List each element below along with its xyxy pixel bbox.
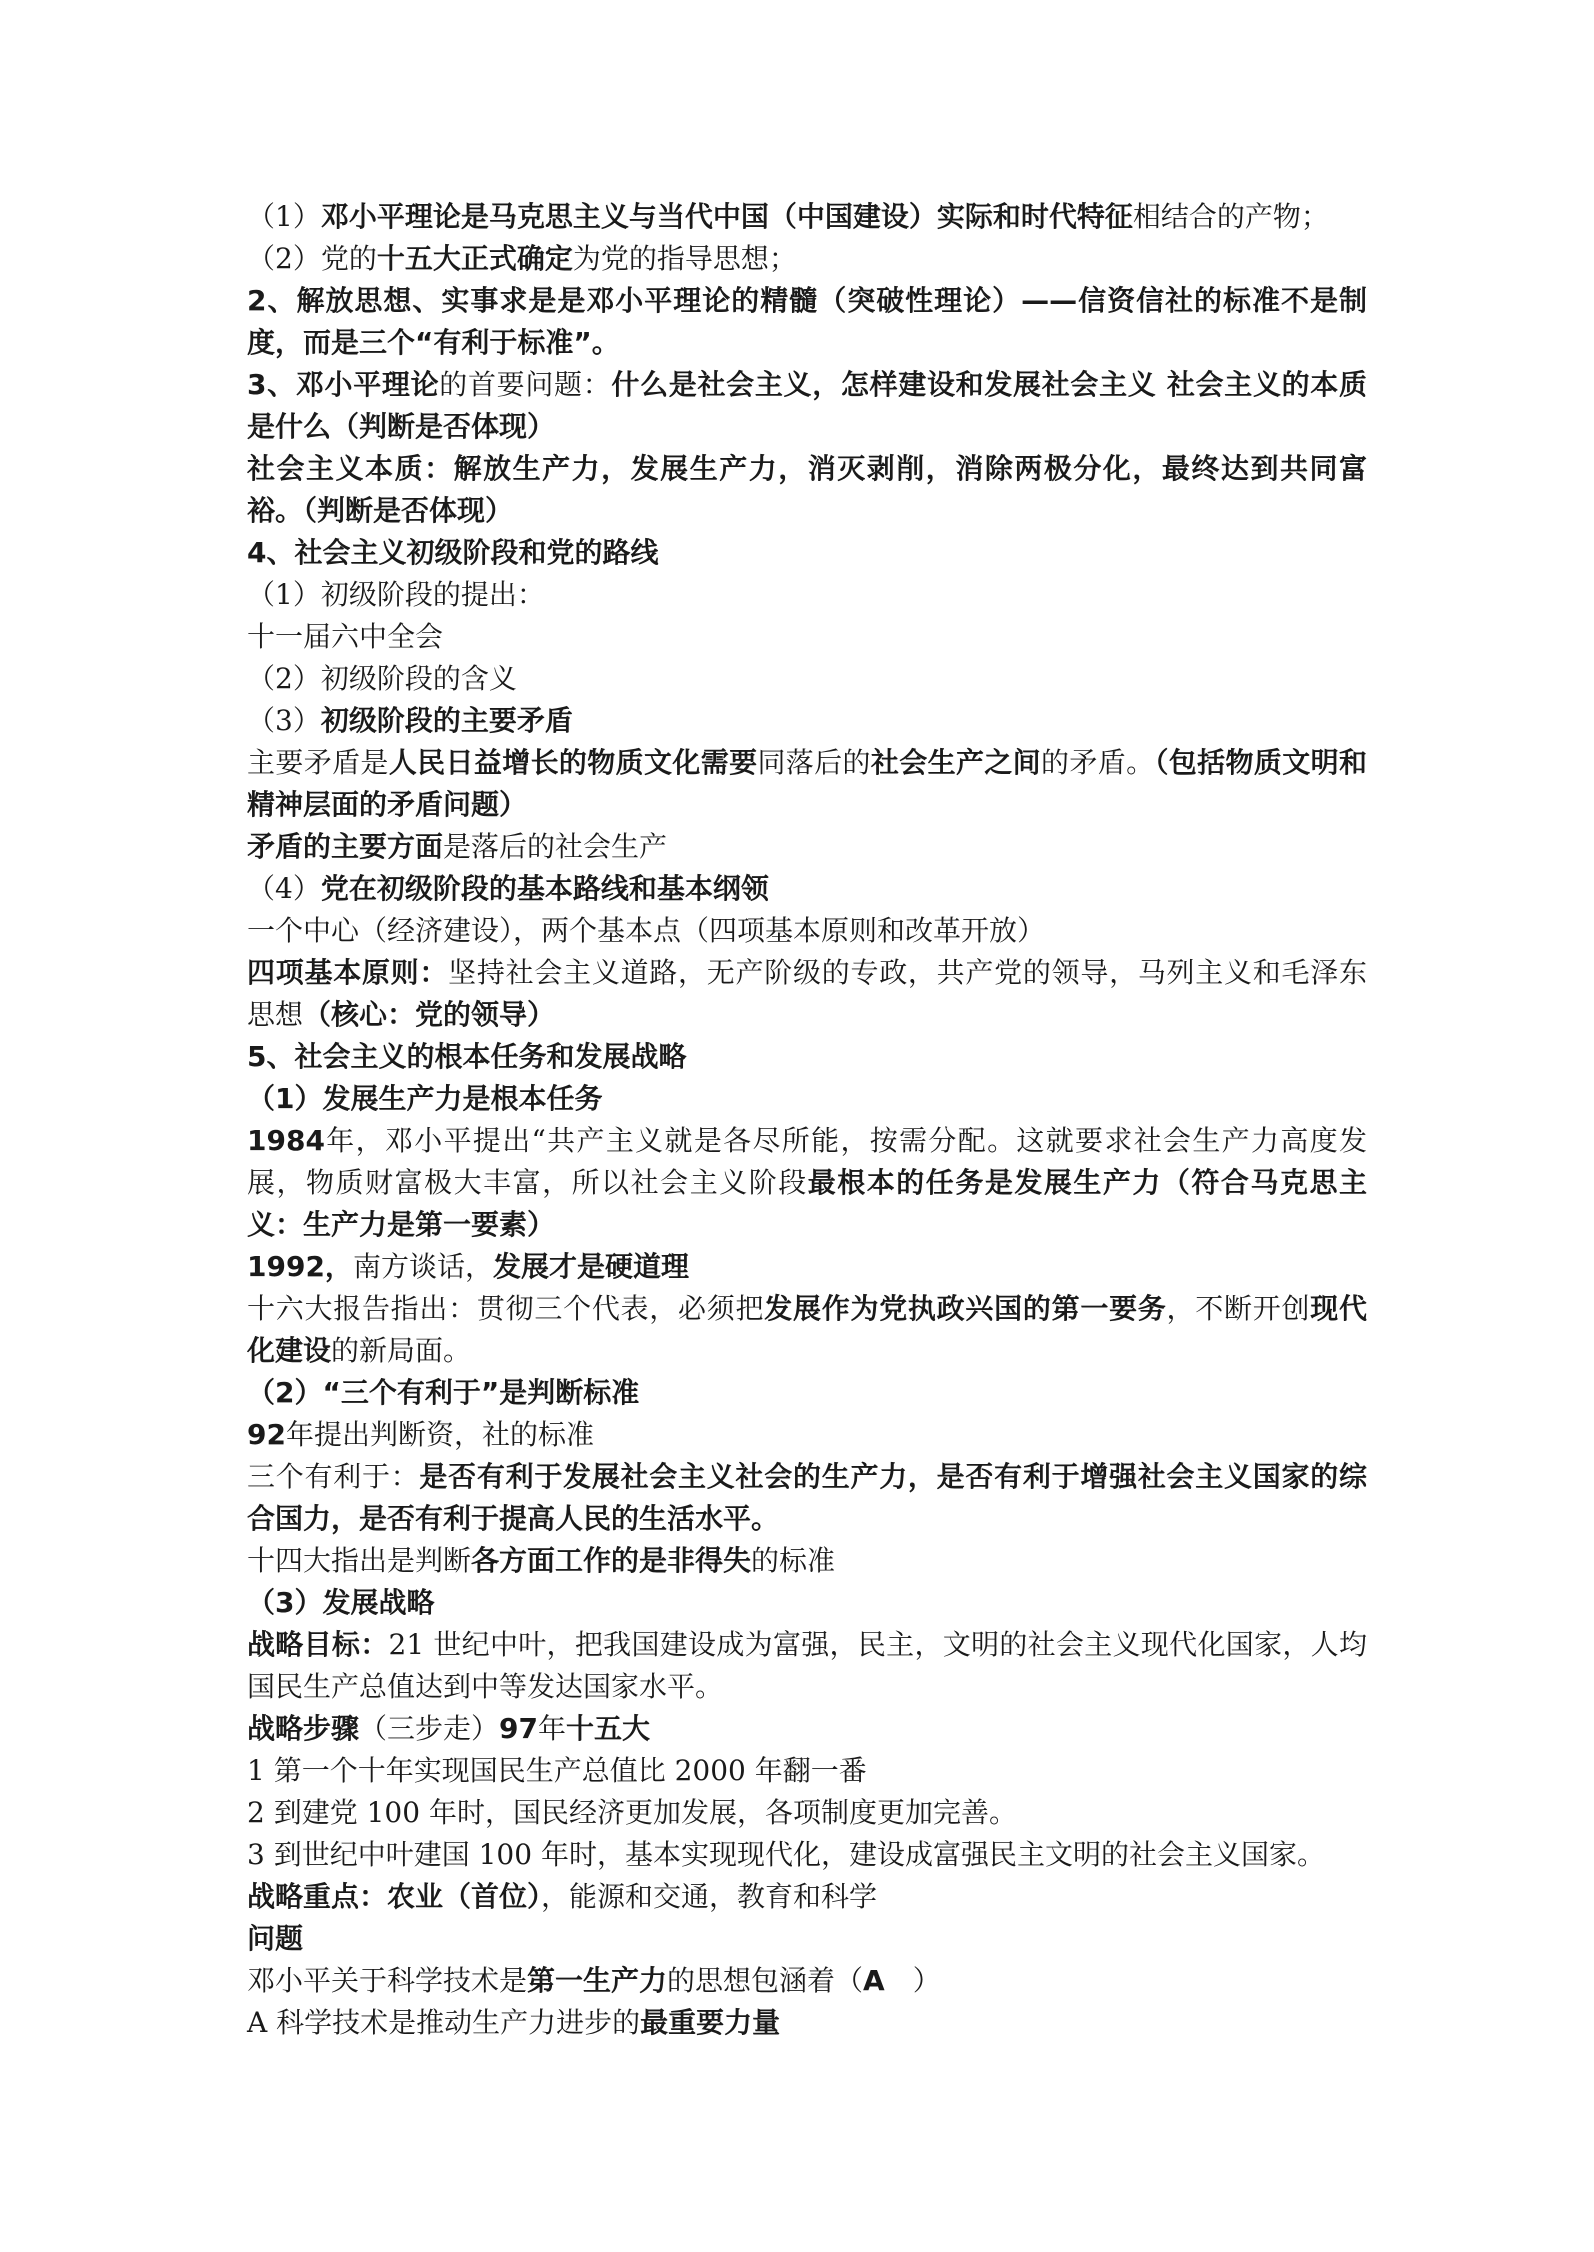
text-span: 南方谈话，: [352, 1250, 493, 1283]
text-line: [247, 1792, 1367, 1834]
text-span: 1 第一个十年实现国民生产总值比 2000 年翻一番: [247, 1754, 867, 1787]
text-line: [247, 1120, 1367, 1246]
text-span: 一个中心（经济建设），两个基本点（四项基本原则和改革开放）: [247, 914, 1046, 947]
bold-text: 4、社会主义初级阶段和党的路线: [247, 536, 659, 569]
text-line: [247, 1624, 1367, 1708]
bold-text: 战略目标：: [247, 1628, 389, 1661]
text-line: [247, 616, 1367, 658]
text-span: 三个有利于：: [247, 1460, 420, 1493]
bold-text: 现代化建设: [247, 1292, 1367, 1367]
bold-text: 97: [499, 1712, 538, 1745]
text-line: [247, 196, 1367, 238]
text-span: （2）初级阶段的含义: [247, 662, 517, 695]
text-span: 年提出判断资，社的标准: [285, 1418, 594, 1451]
text-span: 十六大报告指出：贯彻三个代表，必须把: [247, 1292, 765, 1325]
bold-text: 是马克思主义与当代中国（中国建设）实际和时代特征: [460, 200, 1133, 233]
bold-text: 2、解放思想、实事求是是邓小平理论的精髓（突破性理论）——信资信社的标准不是制度，而是三个“有利于标准”。: [247, 284, 1367, 359]
text-span: 的思想包涵着（: [667, 1964, 864, 1997]
bold-text: 初级阶段的主要矛盾: [320, 704, 573, 737]
text-span: （4）: [247, 872, 321, 905]
text-line: [247, 658, 1367, 700]
text-span: 的首要问题：: [439, 368, 612, 401]
text-line: [247, 238, 1367, 280]
bold-text: 3、邓小平理论: [247, 368, 440, 401]
text-span: 十四大指出是判断: [247, 1544, 472, 1577]
text-span: ，不断开创: [1166, 1292, 1311, 1325]
text-line: [247, 1582, 1367, 1624]
text-line: [247, 1372, 1367, 1414]
text-line: [247, 742, 1367, 826]
text-line: [247, 868, 1367, 910]
bold-text: 战略步骤: [247, 1712, 360, 1745]
text-span: 年，邓小平提出“共产主义就是各尽所能，按需分配。这就要求社会生产力高度发展，物质财富极大丰富，所以社会主义阶段: [247, 1124, 1367, 1199]
text-line: [247, 1708, 1367, 1750]
bold-text: 问题: [247, 1922, 304, 1955]
text-line: [247, 1960, 1367, 2002]
text-span: 的新局面。: [331, 1334, 472, 1367]
bold-text: 邓小平理论: [320, 200, 461, 233]
text-span: 2 到建党 100 年时，国民经济更加发展，各项制度更加完善。: [247, 1796, 1017, 1829]
bold-text: 1984: [247, 1124, 325, 1157]
bold-text: 第一生产力: [527, 1964, 668, 1997]
bold-text: 什么是社会主义，怎样建设和发展社会主义 社会主义的本质是什么（判断是否体现）: [247, 368, 1367, 443]
text-line: [247, 280, 1367, 364]
text-span: ，能源和交通，教育和科学: [541, 1880, 878, 1913]
text-span: （三步走）: [359, 1712, 500, 1745]
text-line: [247, 1036, 1367, 1078]
text-span: 3 到世纪中叶建国 100 年时，基本实现现代化，建设成富强民主文明的社会主义国家。: [247, 1838, 1325, 1871]
text-span: ）: [884, 1964, 941, 1997]
bold-text: 战略重点：农业（首位）: [247, 1880, 542, 1913]
text-span: （1）初级阶段的提出：: [247, 578, 545, 611]
bold-text: （3）发展战略: [247, 1586, 435, 1619]
text-span: （3）: [247, 704, 321, 737]
text-line: [247, 1540, 1367, 1582]
text-span: （2）党的: [247, 242, 377, 275]
text-line: [247, 952, 1367, 1036]
text-line: [247, 1834, 1367, 1876]
bold-text: 人民日益增长的物质文化需要: [388, 746, 758, 779]
text-line: [247, 574, 1367, 616]
bold-text: 1992，: [247, 1250, 353, 1283]
text-span: A 科学技术是推动生产力进步的: [247, 2006, 641, 2039]
bold-text: A: [863, 1964, 885, 1997]
text-span: 为党的指导思想；: [572, 242, 797, 275]
bold-text: 十五大正式确定: [376, 242, 573, 275]
text-line: [247, 826, 1367, 868]
bold-text: 十五大: [566, 1712, 651, 1745]
bold-text: 社会主义本质：解放生产力，发展生产力，消灭剥削，消除两极分化，最终达到共同富裕。（判断是否体现）: [247, 452, 1367, 527]
bold-text: 最重要力量: [640, 2006, 781, 2039]
bold-text: 四项基本原则：: [247, 956, 449, 989]
text-line: [247, 1456, 1367, 1540]
text-span: 邓小平关于科学技术是: [247, 1964, 528, 1997]
bold-text: 最根本的任务是发展生产力（符合马克思主义：生产力是第一要素）: [247, 1166, 1367, 1241]
bold-text: 92: [247, 1418, 286, 1451]
bold-text: （2）“三个有利于”是判断标准: [247, 1376, 640, 1409]
text-span: 相结合的产物；: [1132, 200, 1329, 233]
text-line: [247, 2002, 1367, 2044]
text-span: 的标准: [751, 1544, 836, 1577]
text-line: [247, 910, 1367, 952]
text-line: [247, 1876, 1367, 1918]
bold-text: 社会生产之间: [870, 746, 1042, 779]
text-span: 同落后的: [757, 746, 871, 779]
bold-text: （核心：党的领导）: [303, 998, 556, 1031]
text-span: （1）: [247, 200, 321, 233]
bold-text: （包括物质文明和精神层面的矛盾问题）: [247, 746, 1367, 821]
text-span: 的矛盾。: [1041, 746, 1155, 779]
text-line: [247, 1414, 1367, 1456]
bold-text: 发展才是硬道理: [492, 1250, 689, 1283]
text-line: [247, 448, 1367, 532]
text-line: [247, 700, 1367, 742]
text-line: [247, 532, 1367, 574]
text-line: [247, 1246, 1367, 1288]
text-span: 21 世纪中叶，把我国建设成为富强，民主，文明的社会主义现代化国家，人均国民生产总值达到中等发达国家水平。: [247, 1628, 1367, 1703]
text-span: 年: [538, 1712, 567, 1745]
bold-text: （1）发展生产力是根本任务: [247, 1082, 603, 1115]
text-line: [247, 1918, 1367, 1960]
bold-text: 各方面工作的是非得失: [471, 1544, 752, 1577]
text-span: 是落后的社会生产: [443, 830, 668, 863]
text-line: [247, 1288, 1367, 1372]
bold-text: 5、社会主义的根本任务和发展战略: [247, 1040, 687, 1073]
bold-text: 矛盾的主要方面: [247, 830, 444, 863]
document-page: [247, 196, 1367, 2044]
bold-text: 是否有利于发展社会主义社会的生产力，是否有利于增强社会主义国家的综合国力，是否有利于提高人民的生活水平。: [247, 1460, 1367, 1535]
bold-text: 党在初级阶段的基本路线和基本纲领: [320, 872, 769, 905]
text-line: [247, 1078, 1367, 1120]
text-span: 坚持社会主义道路，无产阶级的专政，共产党的领导，马列主义和毛泽东思想: [247, 956, 1367, 1031]
text-line: [247, 1750, 1367, 1792]
text-span: 十一届六中全会: [247, 620, 444, 653]
bold-text: 发展作为党执政兴国的第一要务: [764, 1292, 1167, 1325]
text-span: 主要矛盾是: [247, 746, 389, 779]
text-line: [247, 364, 1367, 448]
